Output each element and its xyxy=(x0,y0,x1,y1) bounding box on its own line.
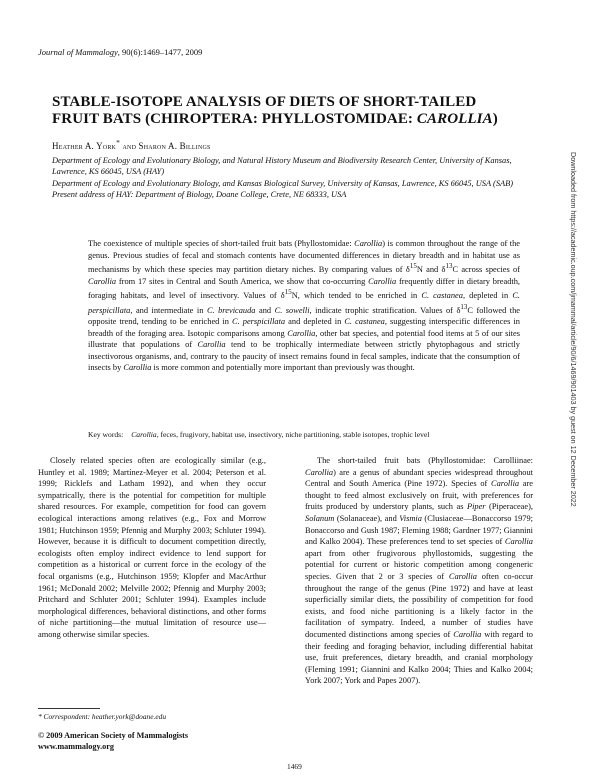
keyword-carollia: Carollia xyxy=(131,430,157,439)
correspondent-footnote: * Correspondent: heather.york@doane.edu xyxy=(38,712,167,721)
article-title xyxy=(52,94,522,128)
journal-name: Journal of Mammalogy xyxy=(38,47,118,57)
abstract: The coexistence of multiple species of short-tailed fruit bats (Phyllostomidae: Carollia) is common throughout the range of the genus. Previous studies of fecal and stomach contents have documented differences in dietary breadth and in habitat use as mechanisms by which these species may partition dietary niches. By comparing values of $\delta^{15}N$ and $\delta^{13}C$ across species of Carollia from 17 sites in Central and South America, we show that co-occurring Carollia frequently differ in dietary breadth, foraging habitats, and level of insectivory. Values of $\delta^{15}N$, which tended to be enriched in C. castanea, depleted in C. perspicillata, and intermediate in C. brevicauda and C. sowelli, indicate trophic stratification. Values of $\delta^{13}C$ followed the opposite trend, tending to be enriched in C. perspicillata and depleted in C. castanea, suggesting interspecific differences in breadth of the foraging area. Isotopic comparisons among Carollia, other bat species, and potential food items at 5 of our sites illustrate that populations of Carollia tend to be trophically intermediate between strictly phytophagous and strictly insectivorous organisms, and, contrary to the paucity of insect remains found in fecal samples, indicate that the consumption of insects by Carollia is more common and potentially more important than previously was thought. xyxy=(88,239,521,373)
journal-citation xyxy=(38,47,202,57)
affiliation-2: Department of Ecology and Evolutionary Biology, and Kansas Biological Survey, University of Kansas, Lawrence, KS 66045, USA (SAB) xyxy=(52,178,514,188)
intro-left-column: Closely related species often are ecologically similar (e.g., Huntley et al. 1989; Martínez-Meyer et al. 2004; Peterson et al. 1999; Ricklefs and Latham 1992), and when they occur sympatrically, there is the potential for competition for multiple shared resources. For example, competition for food can govern ecological interactions among relatives (e.g., Fox and Morrow 1981; Hutchinson 1959; Pfennig and Murphy 2003; Schluter 1994). However, because it is difficult to document competition directly, ecologists often employ indirect evidence to lend support for competition as a historical or current force in the ecology of the focal organisms (e.g., Hutchinson 1959; Klopfer and MacArthur 1961; McDonald 2002; Melville 2002; Pfennig and Murphy 2003; Pritchard and Schluter 2001; Schluter 1994). Examples include morphological differences, behavioral distinctions, and other forms of niche partitioning—the mutual limitation of resource use—among otherwise similar species. xyxy=(38,456,266,639)
title-text: STABLE-ISOTOPE ANALYSIS OF DIETS OF SHORT-TAILED FRUIT BATS (CHIROPTERA: PHYLLOSTOMIDAE: xyxy=(52,94,477,127)
keywords xyxy=(88,430,528,439)
society-website[interactable]: www.mammalogy.org xyxy=(38,741,114,751)
footnote-rule xyxy=(38,708,100,709)
copyright-block xyxy=(38,731,188,752)
author-billings: Sharon A. Billings xyxy=(138,141,211,151)
intro-right-column: The short-tailed fruit bats (Phyllostomidae: Carolliinae: Carollia) are a genus of abundant species widespread throughout Central and South America (Pine 1972). Species of Carollia are thought to feed almost exclusively on fruit, with preferences for fruits produced by understory plants, such as Piper (Piperaceae), Solanum (Solanaceae), and Vismia (Clusiaceae—Bonaccorso 1979; Bonaccorso and Gush 1987; Fleming 1988; Gardner 1977; Giannini and Kalko 2004). These preferences tend to set species of Carollia apart from other frugivorous phyllostomids, suggesting the potential for current or historic competition among congeneric species. Given that 2 or 3 species of Carollia often co-occur throughout the range of the genus (Pine 1972) and have at least superficially similar diets, the possibility of competition for food exists, and food niche partitioning is a likely factor in the facilitation of sympatry. Indeed, a number of studies have documented distinctions among species of Carollia with regard to their feeding and foraging behavior, including differential habitat use, fruit preferences, dietary breadth, and cranial morphology (Fleming 1991; Giannini and Kalko 2004; Thies and Kalko 2004; York 2007; York and Papes 2007). xyxy=(305,456,533,686)
affiliation-1: Department of Ecology and Evolutionary Biology, and Natural History Museum and Biodiversity Research Center, University of Kansas, Lawrence, KS 66045, USA (HAY) xyxy=(52,156,512,177)
author-list xyxy=(52,138,211,151)
download-watermark: Downloaded from https://academic.oup.com/jmammal/article/90/6/1469/901403 by guest on 12 December 2022 xyxy=(569,152,578,507)
affiliations xyxy=(52,155,522,201)
page-number: 1469 xyxy=(287,762,302,771)
title-genus: CAROLLIA xyxy=(416,111,493,127)
keywords-label: Key words: xyxy=(88,430,124,439)
author-york: Heather A. York xyxy=(52,141,117,151)
journal-reference: , 90(6):1469–1477, 2009 xyxy=(117,47,203,57)
correspondent-marker: * xyxy=(116,138,121,147)
affiliation-3: Present address of HAY: Department of Biology, Doane College, Crete, NE 68333, USA xyxy=(52,190,347,200)
copyright-notice: © 2009 American Society of Mammalogists xyxy=(38,731,189,740)
authors-and: and xyxy=(120,141,139,151)
keywords-list: , feces, frugivory, habitat use, insectivory, niche partitioning, stable isotopes, trophic level xyxy=(156,430,430,439)
title-close: ) xyxy=(492,111,498,127)
